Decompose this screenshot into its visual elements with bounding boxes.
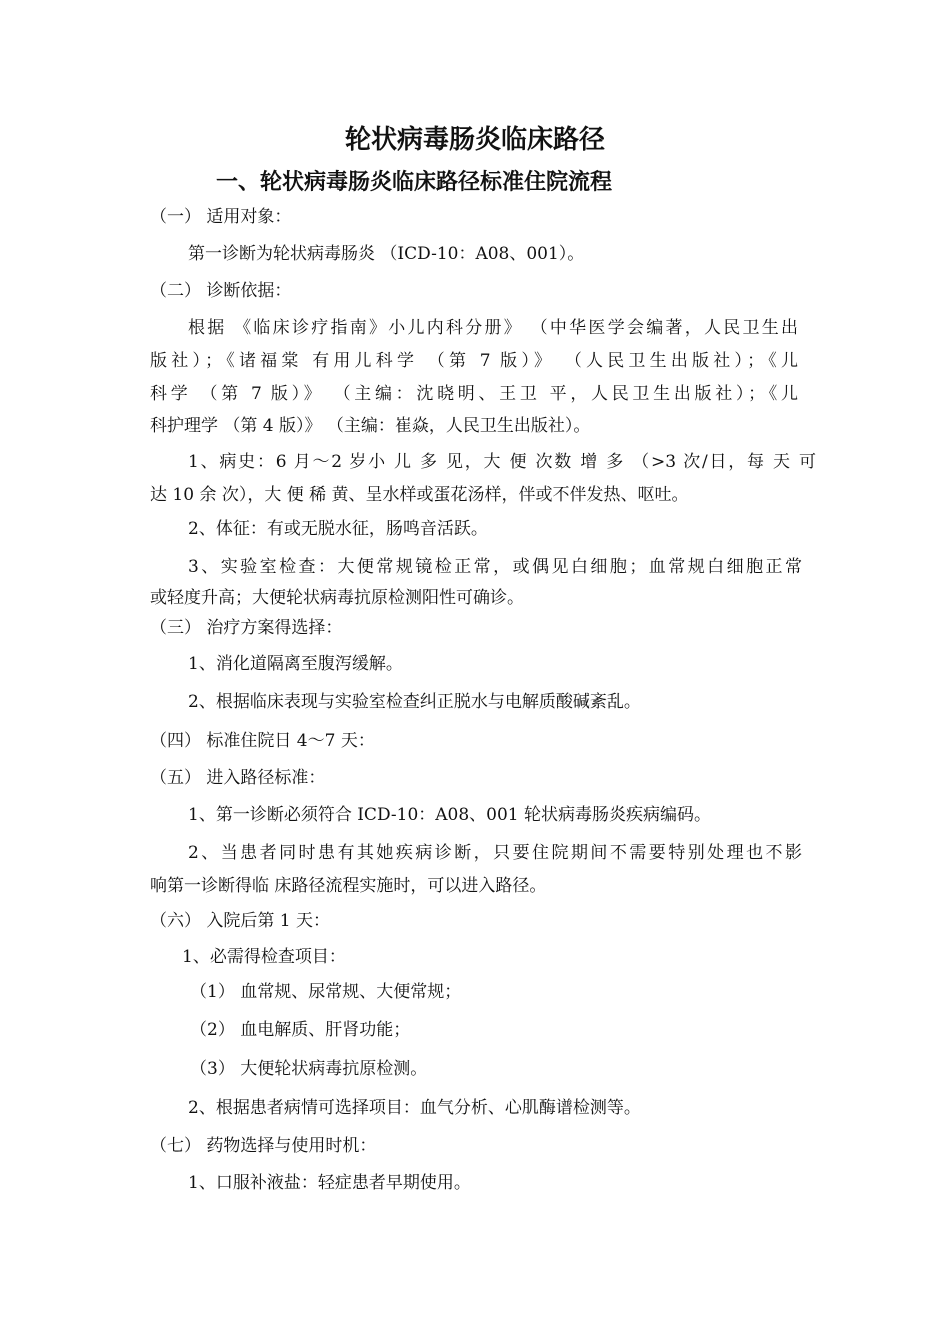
- section-heading: 一、轮状病毒肠炎临床路径标准住院流程: [216, 169, 613, 195]
- body-line: 根据 《临床诊疗指南》小儿内科分册》 （中华医学会编著，人民卫生出: [188, 318, 798, 338]
- body-line: 1、口服补液盐：轻症患者早期使用。: [188, 1173, 471, 1193]
- body-line: 3、实验室检查：大便常规镜检正常，或偶见白细胞；血常规白细胞正常: [188, 557, 802, 577]
- body-line: 2、当患者同时患有其她疾病诊断，只要住院期间不需要特别处理也不影: [188, 843, 802, 863]
- document-title: 轮状病毒肠炎临床路径: [344, 125, 605, 155]
- list-item: （2） 血电解质、肝肾功能；: [190, 1020, 411, 1040]
- section-7-heading: （七） 药物选择与使用时机：: [150, 1136, 377, 1156]
- section-4-heading: （四） 标准住院日 4～7 天：: [150, 731, 375, 751]
- body-line: 版社）；《诸福棠 有用儿科学 （第 7 版）》 （人民卫生出版社）；《儿: [150, 351, 798, 371]
- body-line: 2、根据患者病情可选择项目：血气分析、心肌酶谱检测等。: [188, 1098, 641, 1118]
- section-5-heading: （五） 进入路径标准：: [150, 768, 326, 788]
- list-item: （3） 大便轮状病毒抗原检测。: [190, 1059, 428, 1079]
- section-2-heading: （二） 诊断依据：: [150, 281, 292, 301]
- body-line: 1、第一诊断必须符合 ICD-10：A08、001 轮状病毒肠炎疾病编码。: [188, 805, 712, 825]
- body-line: 或轻度升高；大便轮状病毒抗原检测阳性可确诊。: [150, 588, 524, 608]
- body-line: 第一诊断为轮状病毒肠炎 （ICD-10：A08、001）。: [188, 244, 585, 264]
- body-line: 响第一诊断得临 床路径流程实施时，可以进入路径。: [150, 876, 547, 896]
- section-6-heading: （六） 入院后第 1 天：: [150, 911, 331, 931]
- body-line: 1、必需得检查项目：: [182, 947, 346, 967]
- body-line: 科护理学 （第 4 版）》 （主编：崔焱，人民卫生出版社）。: [150, 416, 591, 436]
- section-3-heading: （三） 治疗方案得选择：: [150, 618, 343, 638]
- section-1-heading: （一） 适用对象：: [150, 207, 292, 227]
- body-line: 2、根据临床表现与实验室检查纠正脱水与电解质酸碱紊乱。: [188, 692, 641, 712]
- body-line: 1、消化道隔离至腹泻缓解。: [188, 654, 403, 674]
- body-line: 达 10 余 次），大 便 稀 黄、呈水样或蛋花汤样，伴或不伴发热、呕吐。: [150, 485, 689, 505]
- list-item: （1） 血常规、尿常规、大便常规；: [190, 982, 462, 1002]
- body-line: 2、体征：有或无脱水征，肠鸣音活跃。: [188, 519, 488, 539]
- body-line: 1、病史：6 月～2 岁小 儿 多 见，大 便 次数 增 多 （>3 次/日，每 天 可: [188, 452, 816, 472]
- body-line: 科学 （第 7 版）》 （主编：沈晓明、王卫 平，人民卫生出版社）；《儿: [150, 384, 798, 404]
